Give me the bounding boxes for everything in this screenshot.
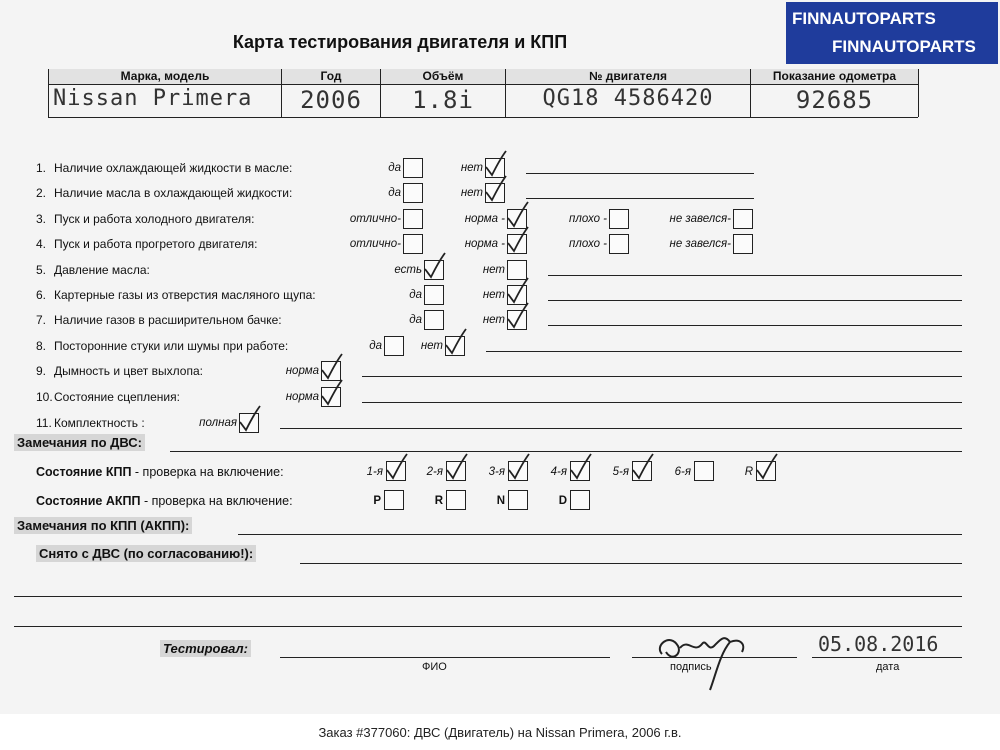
header-col-engine-number [505, 69, 750, 117]
gear-label: N [496, 495, 505, 507]
header-value-engine-number: QG18 4586420 [542, 86, 714, 111]
gearbox-remarks-label [14, 518, 192, 533]
gearbox-remarks-text: Замечания по КПП (АКПП): [14, 517, 192, 534]
gear-label: 4-я [550, 466, 567, 478]
option-label: да [388, 162, 401, 174]
check-question: Картерные газы из отверстия масляного щупа: [54, 288, 316, 302]
option-label: норма - [464, 238, 505, 250]
gear-checkbox[interactable] [570, 490, 590, 510]
removed-label [36, 546, 256, 561]
option-checkbox[interactable] [384, 336, 404, 356]
option-label: да [409, 314, 422, 326]
check-mark-icon [506, 225, 532, 253]
check-num: 10. [36, 390, 53, 404]
check-mark-icon [445, 452, 471, 480]
header-label-year: Год [282, 69, 380, 85]
option-label: норма [285, 391, 319, 403]
date-label: дата [876, 661, 900, 673]
check-num: 2. [36, 186, 47, 200]
check-num: 3. [36, 212, 47, 226]
signature-label: подпись [670, 661, 712, 673]
gear-label: 6-я [674, 466, 691, 478]
removed-line-3[interactable] [14, 626, 962, 627]
check-mark-icon [506, 301, 532, 329]
option-checkbox[interactable] [609, 209, 629, 229]
option-checkbox[interactable] [403, 158, 423, 178]
check-num: 5. [36, 263, 47, 277]
answer-line[interactable] [362, 402, 962, 403]
option-checkbox[interactable] [403, 234, 423, 254]
check-mark-icon [444, 327, 470, 355]
manual-gearbox-label: Состояние КПП [36, 465, 132, 479]
option-checkbox[interactable] [733, 234, 753, 254]
header-col-year [281, 69, 380, 117]
check-mark-icon [320, 352, 346, 380]
answer-line[interactable] [548, 275, 962, 276]
option-checkbox[interactable] [733, 209, 753, 229]
option-checkbox[interactable] [424, 310, 444, 330]
check-question: Комплектность : [54, 416, 145, 430]
gear-label: R [434, 495, 443, 507]
check-question: Наличие газов в расширительном бачке: [54, 313, 282, 327]
brand-logo-text: FINNAUTOPARTS [792, 9, 936, 28]
option-label: норма [285, 365, 319, 377]
gear-checkbox[interactable] [508, 490, 528, 510]
check-num: 6. [36, 288, 47, 302]
option-label: отлично- [349, 238, 401, 250]
gear-label: 5-я [612, 466, 629, 478]
check-num: 7. [36, 313, 47, 327]
check-mark-icon [423, 251, 449, 279]
option-checkbox[interactable] [403, 183, 423, 203]
signature-scribble [650, 624, 760, 694]
date-value: 05.08.2016 [818, 632, 939, 656]
check-mark-icon [755, 452, 781, 480]
check-mark-icon [506, 200, 532, 228]
check-question: Посторонние стуки или шумы при работе: [54, 339, 289, 353]
check-mark-icon [507, 452, 533, 480]
answer-line[interactable] [362, 376, 962, 377]
check-mark-icon [238, 404, 264, 432]
header-value-model: Nissan Primera [53, 86, 253, 111]
header-label-odometer: Показание одометра [751, 69, 918, 85]
option-label: да [409, 289, 422, 301]
answer-line[interactable] [548, 325, 962, 326]
gear-label: 2-я [426, 466, 443, 478]
answer-line[interactable] [526, 173, 754, 174]
option-label: не завелся- [669, 238, 731, 250]
header-label-volume: Объём [381, 69, 505, 85]
header-value-year: 2006 [300, 86, 362, 114]
engine-remarks-text: Замечания по ДВС: [14, 434, 145, 451]
auto-gearbox-label: Состояние АКПП [36, 494, 141, 508]
check-num: 4. [36, 237, 47, 251]
removed-line-2[interactable] [14, 596, 962, 597]
header-col-odometer [750, 69, 919, 117]
option-checkbox[interactable] [424, 285, 444, 305]
gear-label: R [744, 466, 753, 478]
gear-checkbox[interactable] [446, 490, 466, 510]
brand-logo-bottom [786, 30, 998, 64]
option-label: нет [482, 314, 505, 326]
document-title: Карта тестирования двигателя и КПП [232, 32, 568, 52]
check-question: Наличие охлаждающей жидкости в масле: [54, 161, 293, 175]
header-bottom-border [48, 117, 918, 118]
gear-label: 1-я [366, 466, 383, 478]
gear-label: 3-я [488, 466, 505, 478]
check-question: Пуск и работа холодного двигателя: [54, 212, 255, 226]
gear-label: P [373, 495, 381, 507]
option-label: да [369, 340, 382, 352]
check-mark-icon [631, 452, 657, 480]
engine-remarks-label [14, 435, 145, 450]
check-num: 11. [36, 416, 52, 430]
answer-line[interactable] [548, 300, 962, 301]
answer-line[interactable] [280, 428, 962, 429]
gearbox-remarks-line[interactable] [238, 534, 962, 535]
option-label: не завелся- [669, 213, 731, 225]
date-line[interactable] [812, 657, 962, 658]
option-label: есть [394, 264, 422, 276]
fio-label: ФИО [422, 661, 447, 673]
check-mark-icon [320, 378, 346, 406]
check-mark-icon [385, 452, 411, 480]
header-col-model [48, 69, 281, 117]
gear-checkbox[interactable] [384, 490, 404, 510]
option-label: плохо - [569, 213, 607, 225]
engine-remarks-line[interactable] [170, 451, 962, 452]
tested-by-label [160, 641, 251, 656]
option-label: нет [460, 162, 483, 174]
header-label-engine-number: № двигателя [506, 69, 750, 85]
check-question: Дымность и цвет выхлопа: [54, 364, 203, 378]
check-num: 8. [36, 339, 47, 353]
option-label: плохо - [569, 238, 607, 250]
manual-gearbox-row [36, 465, 284, 479]
auto-gearbox-suffix: - проверка на включение: [140, 494, 293, 508]
answer-line[interactable] [486, 351, 962, 352]
option-label: нет [482, 289, 505, 301]
option-checkbox[interactable] [609, 234, 629, 254]
check-question: Пуск и работа прогретого двигателя: [54, 237, 258, 251]
check-mark-icon [569, 452, 595, 480]
option-label: нет [482, 264, 505, 276]
option-label: нет [460, 187, 483, 199]
auto-gearbox-row [36, 494, 293, 508]
check-question: Состояние сцепления: [54, 390, 180, 404]
header-col-volume [380, 69, 505, 117]
removed-line-1[interactable] [300, 563, 962, 564]
option-label: нет [420, 340, 443, 352]
option-checkbox[interactable] [403, 209, 423, 229]
check-mark-icon [506, 276, 532, 304]
fio-line[interactable] [280, 657, 610, 658]
brand-logo-text-2: FINNAUTOPARTS [832, 37, 976, 56]
option-label: отлично- [349, 213, 401, 225]
check-question: Давление масла: [54, 263, 150, 277]
option-label: да [388, 187, 401, 199]
header-value-odometer: 92685 [795, 86, 874, 114]
check-question: Наличие масла в охлаждающей жидкости: [54, 186, 293, 200]
page-caption: Заказ #377060: ДВС (Двигатель) на Nissan Primera, 2006 г.в. [318, 725, 682, 740]
option-label: полная [199, 417, 237, 429]
check-num: 9. [36, 364, 47, 378]
gear-label: D [558, 495, 567, 507]
header-value-volume: 1.8i [412, 86, 474, 114]
tested-by-text: Тестировал: [160, 640, 251, 657]
gear-checkbox[interactable] [694, 461, 714, 481]
check-mark-icon [484, 149, 510, 177]
option-label: норма - [464, 213, 505, 225]
check-num: 1. [36, 161, 47, 175]
manual-gearbox-suffix: - проверка на включение: [131, 465, 284, 479]
header-label-model: Марка, модель [49, 69, 281, 85]
check-mark-icon [484, 174, 510, 202]
removed-text: Снято с ДВС (по согласованию!): [36, 545, 256, 562]
answer-line[interactable] [526, 198, 754, 199]
